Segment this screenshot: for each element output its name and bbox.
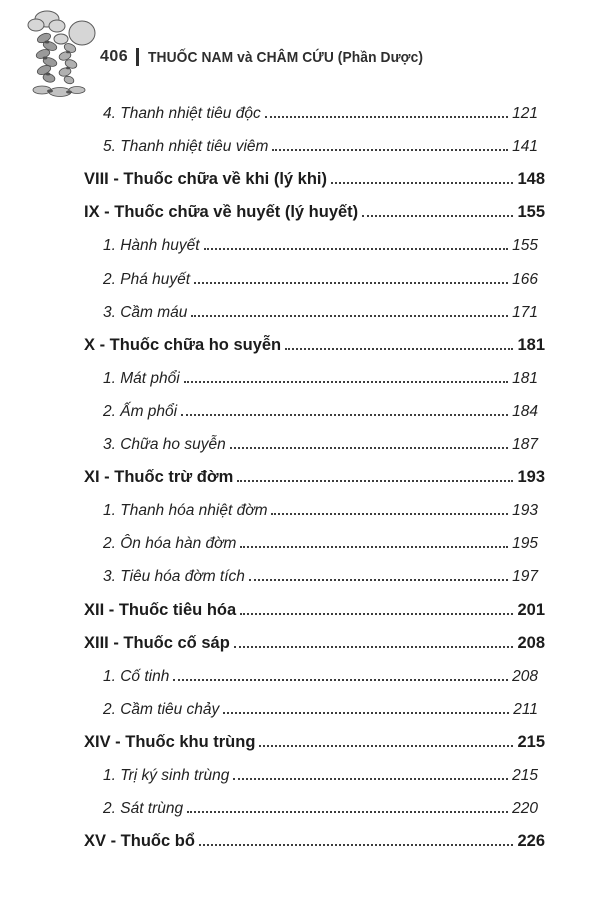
toc-entry-label: 1. Hành huyết bbox=[103, 237, 200, 255]
toc-entry-label: 1. Trị ký sinh trùng bbox=[103, 766, 230, 784]
dot-leader bbox=[223, 712, 509, 714]
toc-entry-page: 201 bbox=[517, 600, 545, 619]
toc-entry bbox=[84, 824, 545, 857]
dot-leader bbox=[240, 546, 508, 548]
toc-entry-label: 2. Phá huyết bbox=[103, 270, 191, 288]
toc-entry-page: 141 bbox=[512, 138, 538, 156]
toc-entry-label: XII - Thuốc tiêu hóa bbox=[84, 600, 237, 619]
toc-entry bbox=[84, 559, 545, 592]
toc-entry bbox=[84, 195, 545, 228]
toc-entry bbox=[84, 394, 545, 427]
toc-entry bbox=[84, 692, 545, 725]
toc-entry-page: 193 bbox=[517, 468, 545, 487]
toc-entry-label: 2. Ấm phổi bbox=[103, 402, 178, 420]
toc-entry-label: X - Thuốc chữa ho suyễn bbox=[84, 335, 282, 354]
toc-entry-page: 187 bbox=[512, 436, 538, 454]
toc-entry bbox=[84, 758, 545, 791]
toc-entry bbox=[84, 162, 545, 195]
toc-entry-label: XI - Thuốc trừ đờm bbox=[84, 468, 234, 487]
toc-entry-page: 215 bbox=[517, 732, 545, 751]
toc-entry-page: 171 bbox=[512, 303, 538, 321]
dot-leader bbox=[265, 116, 508, 118]
toc-entry-page: 155 bbox=[512, 237, 538, 255]
toc-entry-page: 184 bbox=[512, 402, 538, 420]
toc-list bbox=[84, 96, 545, 857]
dot-leader bbox=[285, 348, 513, 350]
toc-entry bbox=[84, 427, 545, 460]
toc-entry-label: 2. Cầm tiêu chảy bbox=[103, 700, 220, 718]
toc-entry-label: 4. Thanh nhiệt tiêu độc bbox=[103, 105, 261, 123]
dot-leader bbox=[272, 149, 508, 151]
dot-leader bbox=[259, 745, 513, 747]
toc-entry bbox=[84, 361, 545, 394]
toc-entry-page: 121 bbox=[512, 105, 538, 123]
toc-entry-label: 5. Thanh nhiệt tiêu viêm bbox=[103, 138, 269, 156]
dot-leader bbox=[230, 447, 508, 449]
toc-entry-page: 181 bbox=[517, 335, 545, 354]
toc-entry-label: 1. Thanh hóa nhiệt đờm bbox=[103, 502, 268, 520]
toc-entry-page: 208 bbox=[517, 633, 545, 652]
toc-entry bbox=[84, 96, 545, 129]
toc-entry bbox=[84, 228, 545, 261]
toc-entry bbox=[84, 460, 545, 493]
toc-entry bbox=[84, 295, 545, 328]
toc-entry-page: 155 bbox=[517, 203, 545, 222]
dot-leader bbox=[181, 414, 508, 416]
toc-entry-page: 193 bbox=[512, 502, 538, 520]
toc-entry bbox=[84, 328, 545, 361]
dot-leader bbox=[173, 679, 508, 681]
dot-leader bbox=[184, 381, 508, 383]
toc-entry-label: 2. Sát trùng bbox=[103, 800, 184, 818]
toc-entry-page: 197 bbox=[512, 568, 538, 586]
toc-entry-page: 208 bbox=[512, 667, 538, 685]
toc-entry-label: 2. Ôn hóa hàn đờm bbox=[103, 535, 237, 553]
toc-entry-page: 215 bbox=[512, 766, 538, 784]
herb-plant-illustration bbox=[14, 6, 108, 100]
toc-entry bbox=[84, 592, 545, 625]
dot-leader bbox=[271, 513, 508, 515]
toc-entry-label: 1. Mát phổi bbox=[103, 369, 180, 387]
dot-leader bbox=[237, 480, 513, 482]
page-number: 406 bbox=[100, 48, 129, 65]
dot-leader bbox=[362, 215, 513, 217]
header-divider bbox=[136, 48, 139, 66]
toc-entry bbox=[84, 493, 545, 526]
dot-leader bbox=[331, 182, 513, 184]
toc-entry-label: VIII - Thuốc chữa về khi (lý khi) bbox=[84, 170, 327, 189]
toc-entry-label: 3. Tiêu hóa đờm tích bbox=[103, 568, 245, 586]
toc-entry bbox=[84, 129, 545, 162]
toc-entry-label: IX - Thuốc chữa về huyết (lý huyết) bbox=[84, 203, 359, 222]
toc-entry-page: 220 bbox=[512, 800, 538, 818]
toc-entry bbox=[84, 791, 545, 824]
toc-entry bbox=[84, 526, 545, 559]
toc-entry-label: 3. Cầm máu bbox=[103, 303, 188, 321]
dot-leader bbox=[240, 613, 513, 615]
toc-entry-label: 1. Cố tinh bbox=[103, 667, 170, 685]
dot-leader bbox=[249, 579, 508, 581]
toc-entry-page: 181 bbox=[512, 369, 538, 387]
dot-leader bbox=[187, 811, 508, 813]
toc-entry-label: 3. Chữa ho suyễn bbox=[103, 436, 226, 454]
dot-leader bbox=[204, 248, 509, 250]
toc-entry-page: 195 bbox=[512, 535, 538, 553]
running-head bbox=[100, 48, 447, 66]
book-title: THUỐC NAM và CHÂM CỨU (Phần Dược) bbox=[148, 48, 424, 66]
dot-leader bbox=[233, 778, 508, 780]
toc-entry-page: 166 bbox=[512, 270, 538, 288]
toc-entry-label: XIV - Thuốc khu trùng bbox=[84, 732, 256, 751]
toc-entry bbox=[84, 725, 545, 758]
toc-entry-page: 211 bbox=[513, 700, 538, 718]
dot-leader bbox=[194, 282, 508, 284]
toc-entry-page: 226 bbox=[517, 832, 545, 851]
toc-entry-page: 148 bbox=[517, 170, 545, 189]
toc-entry bbox=[84, 626, 545, 659]
toc-entry bbox=[84, 261, 545, 294]
dot-leader bbox=[191, 315, 508, 317]
dot-leader bbox=[234, 646, 514, 648]
toc-entry bbox=[84, 659, 545, 692]
dot-leader bbox=[199, 844, 514, 846]
toc-entry-label: XIII - Thuốc cố sáp bbox=[84, 633, 230, 652]
toc-entry-label: XV - Thuốc bổ bbox=[84, 832, 195, 851]
